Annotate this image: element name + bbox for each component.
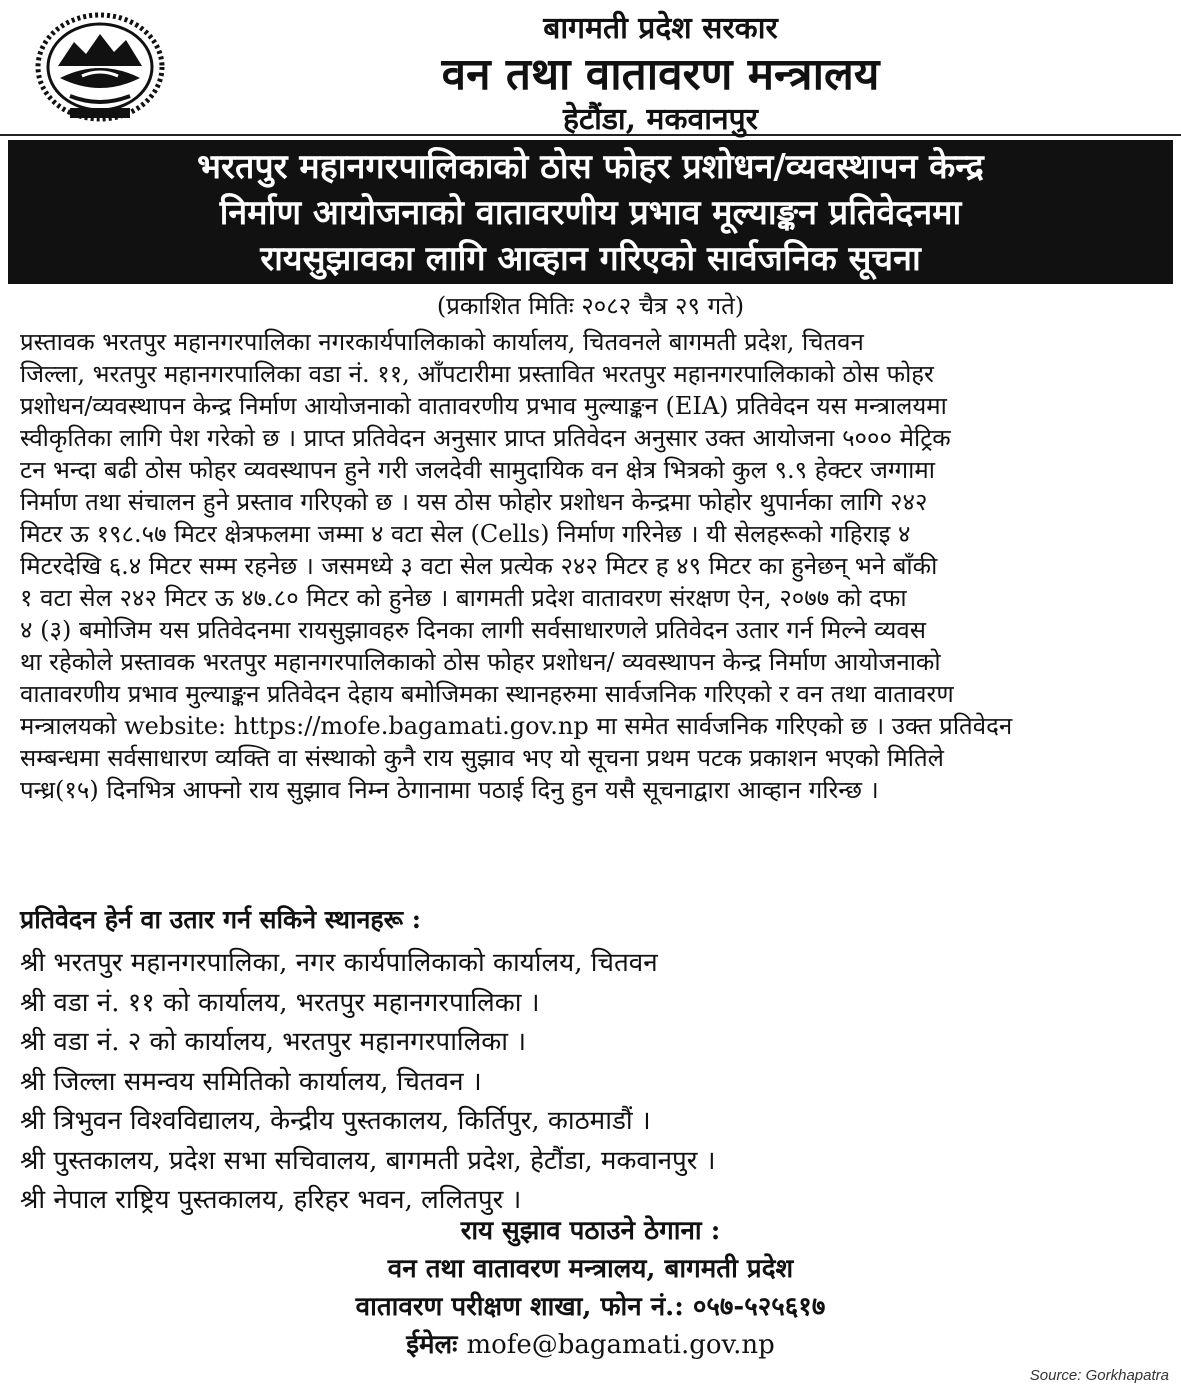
body-line: प्रस्तावक भरतपुर महानगरपालिका नगरकार्यपालिकाको कार्यालय, चितवनले बागमती प्रदेश, चितवन: [20, 328, 864, 356]
body-line: स्वीकृतिका लागि पेश गरेको छ । प्राप्त प्रतिवेदन अनुसार प्राप्त प्रतिवेदन अनुसार उक्त आयोजना ५००० मेट्रिक: [20, 424, 951, 452]
body-line: १ वटा सेल २४२ मिटर ऊ ४७.८० मिटर को हुनेछ । बागमती प्रदेश वातावरण संरक्षण ऐन, २०७७ को दफा: [20, 584, 907, 612]
contact-email-row: [0, 1326, 1181, 1364]
ministry-name: वन तथा वातावरण मन्त्रालय: [441, 49, 880, 100]
title-line-1: भरतपुर महानगरपालिकाको ठोस फोहर प्रशोधन/व्यवस्थापन केन्द्र: [197, 147, 984, 187]
location-item: श्री भरतपुर महानगरपालिका, नगर कार्यपालिकाको कार्यालय, चितवन: [20, 948, 658, 978]
email-address: mofe@bagamati.gov.np: [466, 1330, 775, 1360]
published-date: (प्रकाशित मितिः २०८२ चैत्र २९ गते): [436, 292, 745, 320]
notice-body: [20, 326, 1161, 806]
body-line: पन्ध्र(१५) दिनभित्र आफ्नो राय सुझाव निम्न ठेगानामा पठाई दिनु हुन यसै सूचनाद्वारा आव्हान गरिन्छ ।: [20, 776, 879, 804]
body-line: ४ (३) बमोजिम यस प्रतिवेदनमा रायसुझावहरु दिनका लागी सर्वसाधारणले प्रतिवेदन उतार गर्न मिल्ने व्यवस: [20, 616, 926, 644]
body-line: मन्त्रालयको website: https://mofe.bagamati.gov.np मा समेत सार्वजनिक गरिएको छ । उक्त प्रतिवेदन: [20, 712, 1013, 740]
source-credit: Source: Gorkhapatra: [1029, 1367, 1169, 1384]
ministry-address: हेटौंडा, मकवानपुर: [563, 102, 758, 137]
location-item: श्री नेपाल राष्ट्रिय पुस्तकालय, हरिहर भवन, ललितपुर ।: [20, 1185, 522, 1215]
header-text: [180, 0, 1141, 138]
notice-header: [0, 0, 1181, 136]
government-name: बागमती प्रदेश सरकार: [543, 11, 778, 46]
body-line: मिटरदेखि ६.४ मिटर सम्म रहनेछ । जसमध्ये ३ वटा सेल प्रत्येक २४२ मिटर ह ४९ मिटर का हुनेछन् भने बाँकी: [20, 552, 938, 580]
contact-heading: राय सुझाव पठाउने ठेगाना :: [460, 1216, 721, 1246]
contact-phone: वातावरण परीक्षण शाखा, फोन नं.: ०५७-५२५६१७: [355, 1292, 826, 1322]
body-line: सम्बन्धमा सर्वसाधारण व्यक्ति वा संस्थाको कुनै राय सुझाव भए यो सूचना प्रथम पटक प्रकाशन भएको मितिले: [20, 744, 944, 772]
title-line-2: निर्माण आयोजनाको वातावरणीय प्रभाव मूल्याङ्कन प्रतिवेदनमा: [219, 193, 962, 233]
body-line: वातावरणीय प्रभाव मुल्याङ्कन प्रतिवेदन देहाय बमोजिमका स्थानहरुमा सार्वजनिक गरिएको र वन तथा वातावरण: [20, 680, 954, 708]
email-label: ईमेलः: [406, 1330, 458, 1360]
body-line: टन भन्दा बढी ठोस फोहर व्यवस्थापन हुने गरी जलदेवी सामुदायिक वन क्षेत्र भित्रको कुल ९.९ हेक्टर जग्गामा: [20, 456, 935, 484]
location-item: श्री वडा नं. २ को कार्यालय, भरतपुर महानगरपालिका ।: [20, 1027, 527, 1057]
location-item: श्री जिल्ला समन्वय समितिको कार्यालय, चितवन ।: [20, 1066, 482, 1097]
title-line-3: रायसुझावका लागि आव्हान गरिएको सार्वजनिक सूचना: [260, 239, 921, 279]
location-item: श्री पुस्तकालय, प्रदेश सभा सचिवालय, बागमती प्रदेश, हेटौंडा, मकवानपुर ।: [20, 1145, 716, 1176]
location-item: श्री त्रिभुवन विश्वविद्यालय, केन्द्रीय पुस्तकालय, किर्तिपुर, काठमाडौं ।: [20, 1106, 651, 1136]
body-line: था रहेकोले प्रस्तावक भरतपुर महानगरपालिकाको ठोस फोहर प्रशोधन/ व्यवस्थापन केन्द्र निर्माण आयोजनाको: [20, 648, 941, 676]
body-line: जिल्ला, भरतपुर महानगरपालिका वडा नं. ११, आँपटारीमा प्रस्तावित भरतपुर महानगरपालिकाको ठोस फोहर: [20, 360, 934, 388]
location-item: श्री वडा नं. ११ को कार्यालय, भरतपुर महानगरपालिका ।: [20, 987, 540, 1018]
locations-heading: प्रतिवेदन हेर्न वा उतार गर्न सकिने स्थानहरू :: [20, 905, 421, 934]
locations-list: [20, 944, 716, 1221]
contact-ministry: वन तथा वातावरण मन्त्रालय, बागमती प्रदेश: [387, 1254, 794, 1284]
nepal-emblem-icon: [30, 8, 170, 126]
body-line: प्रशोधन/व्यवस्थापन केन्द्र निर्माण आयोजनाको वातावरणीय प्रभाव मुल्याङ्कन (EIA) प्रतिवेदन यस मन्त्रालयमा: [20, 392, 947, 420]
notice-title: [8, 140, 1173, 284]
contact-footer: [0, 1212, 1181, 1364]
body-line: निर्माण तथा संचालन हुने प्रस्ताव गरिएको छ । यस ठोस फोहोर प्रशोधन केन्द्रमा फोहोर थुपार्नका लागि २४२: [20, 488, 928, 516]
body-line: मिटर ऊ १९८.५७ मिटर क्षेत्रफलमा जम्मा ४ वटा सेल (Cells) निर्माण गरिनेछ । यी सेलहरूको गहिराइ ४: [20, 520, 911, 548]
